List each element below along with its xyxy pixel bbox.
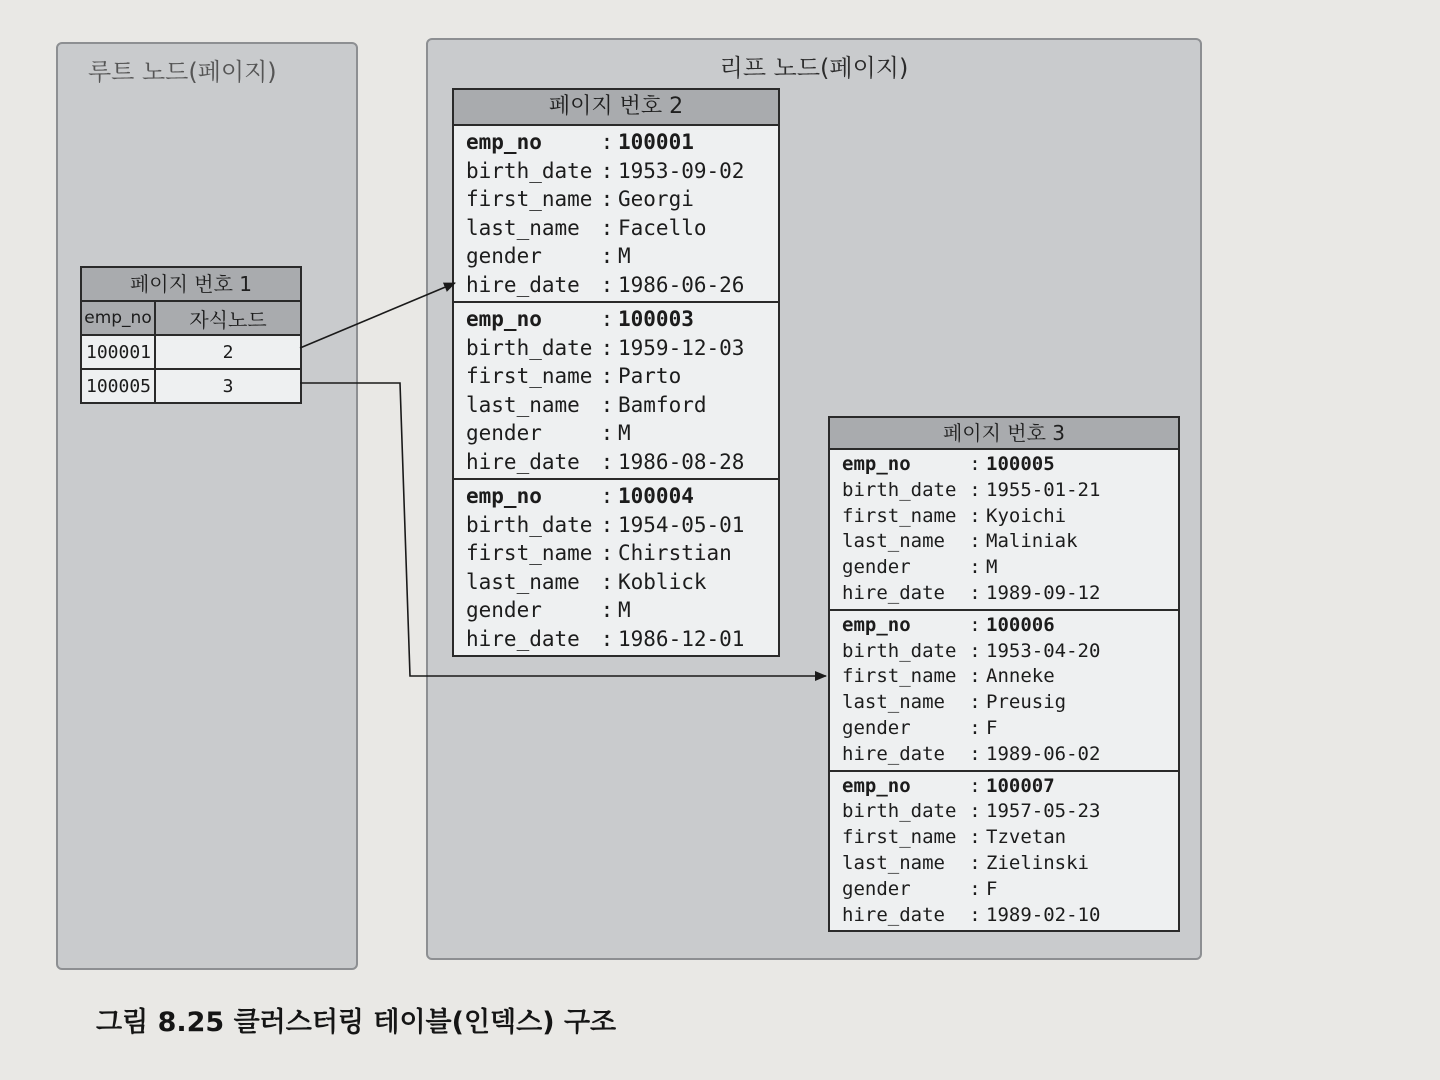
record-field-row — [466, 242, 766, 271]
record-field-row — [466, 448, 766, 477]
field-value: M — [618, 244, 631, 268]
field-separator: : — [969, 556, 981, 579]
record-field-row — [842, 639, 1166, 665]
field-value: M — [618, 421, 631, 445]
employee-record — [830, 772, 1178, 931]
emp-no-cell: 100005 — [82, 369, 155, 402]
record-field-row — [466, 128, 766, 157]
employee-record — [454, 480, 778, 655]
field-value: 100006 — [986, 613, 1055, 636]
field-name: gender — [842, 556, 911, 579]
record-field-row — [842, 825, 1166, 851]
page-1-table — [82, 302, 300, 402]
field-value: Anneke — [986, 665, 1055, 688]
field-value: 1989-06-02 — [986, 742, 1101, 765]
record-field-row — [842, 555, 1166, 581]
field-separator: : — [969, 504, 981, 527]
field-separator: : — [600, 541, 614, 565]
field-separator: : — [600, 364, 614, 388]
field-name: last_name — [466, 569, 580, 594]
field-separator: : — [600, 512, 614, 537]
field-separator: : — [600, 421, 614, 445]
field-value: Tzvetan — [986, 826, 1067, 849]
field-value: 100004 — [618, 484, 694, 508]
record-field-row — [466, 362, 766, 391]
field-name: emp_no — [842, 453, 911, 475]
record-field-row — [466, 334, 766, 363]
field-separator: : — [969, 639, 981, 662]
field-name: last_name — [842, 851, 945, 874]
record-field-row — [842, 504, 1166, 530]
field-value: 1986-06-26 — [618, 272, 745, 297]
record-field-row — [466, 214, 766, 243]
field-separator: : — [969, 581, 981, 604]
field-separator: : — [969, 691, 981, 714]
field-value: 100003 — [618, 307, 694, 331]
record-field-row — [466, 625, 766, 654]
field-name: gender — [842, 716, 911, 739]
record-field-row — [842, 799, 1166, 825]
record-field-row — [842, 452, 1166, 478]
field-value: Zielinski — [986, 851, 1089, 874]
field-name: emp_no — [842, 613, 911, 636]
field-separator: : — [969, 903, 981, 926]
root-node-panel — [56, 42, 358, 970]
field-separator: : — [969, 742, 981, 765]
field-value: 1953-09-02 — [618, 158, 745, 183]
field-name: emp_no — [842, 774, 911, 797]
page-1-title: 페이지 번호 1 — [82, 268, 300, 302]
child-node-cell: 2 — [155, 335, 300, 369]
field-name: hire_date — [842, 581, 945, 604]
record-field-row — [466, 305, 766, 334]
field-separator: : — [969, 716, 981, 739]
field-name: gender — [842, 877, 911, 900]
field-name: first_name — [466, 187, 593, 211]
field-name: last_name — [466, 392, 580, 417]
field-separator: : — [600, 484, 614, 508]
field-value: 1986-08-28 — [618, 449, 745, 474]
field-value: F — [986, 877, 998, 900]
field-name: birth_date — [842, 478, 957, 501]
field-value: 1989-02-10 — [986, 903, 1101, 926]
field-separator: : — [600, 569, 614, 594]
field-value: Chirstian — [618, 541, 732, 565]
field-value: Bamford — [618, 392, 707, 417]
record-field-row — [466, 511, 766, 540]
field-name: hire_date — [842, 903, 945, 926]
record-field-row — [466, 419, 766, 448]
record-field-row — [466, 271, 766, 300]
field-value: Maliniak — [986, 530, 1078, 553]
field-value: 100005 — [986, 453, 1055, 475]
record-field-row — [842, 478, 1166, 504]
table-row — [82, 369, 300, 402]
field-name: hire_date — [466, 626, 580, 651]
field-name: first_name — [466, 541, 593, 565]
record-field-row — [466, 539, 766, 568]
field-value: Koblick — [618, 569, 707, 594]
field-value: F — [986, 716, 998, 739]
field-name: emp_no — [466, 130, 542, 154]
field-name: hire_date — [466, 449, 580, 474]
field-value: Kyoichi — [986, 504, 1067, 527]
field-value: 1959-12-03 — [618, 335, 745, 360]
field-value: 1986-12-01 — [618, 626, 745, 651]
child-node-cell: 3 — [155, 369, 300, 402]
field-name: first_name — [842, 826, 957, 849]
field-name: birth_date — [466, 158, 593, 183]
employee-record — [830, 611, 1178, 772]
page-3-title: 페이지 번호 3 — [830, 418, 1178, 450]
record-field-row — [842, 903, 1166, 929]
field-separator: : — [600, 187, 614, 211]
field-name: birth_date — [466, 335, 593, 360]
record-field-row — [466, 157, 766, 186]
page-2-box — [452, 88, 780, 657]
field-separator: : — [969, 877, 981, 900]
figure-caption: 그림 8.25 클러스터링 테이블(인덱스) 구조 — [96, 1007, 617, 1038]
record-field-row — [842, 529, 1166, 555]
field-name: last_name — [466, 215, 580, 240]
record-field-row — [842, 581, 1166, 607]
field-separator: : — [600, 215, 614, 240]
field-value: 1953-04-20 — [986, 639, 1101, 662]
emp-no-cell: 100001 — [82, 335, 155, 369]
record-field-row — [842, 742, 1166, 768]
col-child-node-header: 자식노드 — [155, 302, 300, 335]
field-value: M — [986, 556, 998, 579]
page-3-records — [830, 450, 1178, 930]
record-field-row — [842, 851, 1166, 877]
field-separator: : — [600, 244, 614, 268]
field-separator: : — [600, 272, 614, 297]
record-field-row — [842, 774, 1166, 800]
field-separator: : — [600, 392, 614, 417]
record-field-row — [466, 391, 766, 420]
field-name: gender — [466, 598, 542, 622]
field-separator: : — [600, 626, 614, 651]
field-name: first_name — [842, 665, 957, 688]
table-row — [82, 335, 300, 369]
leaf-node-title: 리프 노드(페이지) — [719, 54, 909, 82]
field-value: 100001 — [618, 130, 694, 154]
field-value: M — [618, 598, 631, 622]
field-separator: : — [600, 158, 614, 183]
field-separator: : — [969, 478, 981, 501]
field-value: 100007 — [986, 774, 1055, 797]
page-3-box — [828, 416, 1180, 932]
field-value: 1954-05-01 — [618, 512, 745, 537]
record-field-row — [466, 482, 766, 511]
page-1-box — [80, 266, 302, 404]
field-value: Facello — [618, 215, 707, 240]
field-name: last_name — [842, 530, 945, 553]
employee-record — [830, 450, 1178, 611]
field-value: Preusig — [986, 691, 1067, 714]
field-value: Georgi — [618, 187, 694, 211]
field-name: first_name — [466, 364, 593, 388]
field-name: first_name — [842, 504, 957, 527]
field-separator: : — [969, 613, 981, 636]
field-separator: : — [600, 335, 614, 360]
record-field-row — [842, 716, 1166, 742]
employee-record — [454, 126, 778, 303]
field-separator: : — [600, 598, 614, 622]
field-name: birth_date — [842, 800, 957, 823]
record-field-row — [466, 568, 766, 597]
record-field-row — [842, 613, 1166, 639]
field-separator: : — [600, 307, 614, 331]
field-name: gender — [466, 244, 542, 268]
field-value: Parto — [618, 364, 682, 388]
record-field-row — [842, 664, 1166, 690]
root-node-title: 루트 노드(페이지) — [88, 58, 277, 86]
field-name: birth_date — [466, 512, 593, 537]
field-name: hire_date — [466, 272, 580, 297]
record-field-row — [466, 596, 766, 625]
field-separator: : — [969, 800, 981, 823]
page-2-records — [454, 126, 778, 655]
field-value: 1989-09-12 — [986, 581, 1101, 604]
field-name: last_name — [842, 691, 945, 714]
field-name: gender — [466, 421, 542, 445]
field-separator: : — [969, 774, 981, 797]
col-emp-no-header: emp_no — [82, 302, 155, 335]
field-separator: : — [969, 851, 981, 874]
page-2-title: 페이지 번호 2 — [454, 90, 778, 126]
record-field-row — [842, 690, 1166, 716]
field-separator: : — [969, 665, 981, 688]
field-name: hire_date — [842, 742, 945, 765]
field-separator: : — [600, 449, 614, 474]
field-separator: : — [969, 453, 981, 475]
employee-record — [454, 303, 778, 480]
field-name: emp_no — [466, 307, 542, 331]
field-separator: : — [969, 826, 981, 849]
field-separator: : — [600, 130, 614, 154]
record-field-row — [842, 877, 1166, 903]
record-field-row — [466, 185, 766, 214]
field-name: emp_no — [466, 484, 542, 508]
field-separator: : — [969, 530, 981, 553]
field-value: 1955-01-21 — [986, 478, 1101, 501]
field-name: birth_date — [842, 639, 957, 662]
field-value: 1957-05-23 — [986, 800, 1101, 823]
